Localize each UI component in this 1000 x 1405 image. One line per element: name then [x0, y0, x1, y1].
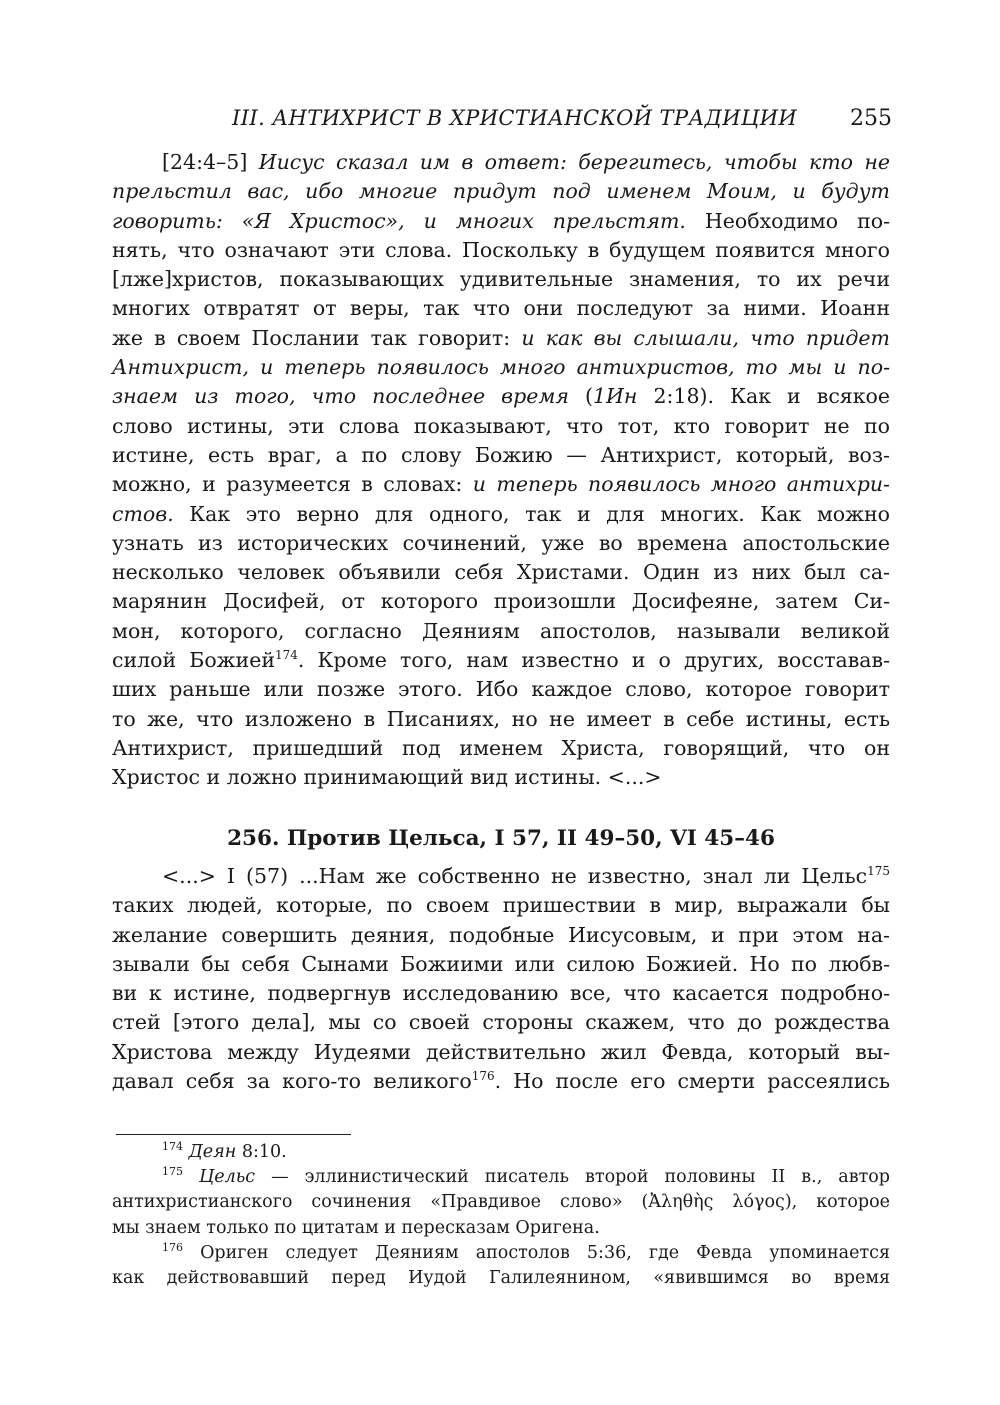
footnote-ref: 176: [162, 1240, 183, 1254]
italic-run: Цельс: [199, 1167, 256, 1188]
text-line: [112, 1038, 890, 1067]
text-run: Ориген следует Деяниям апостолов 5:36, где Февда упоминается: [183, 1242, 890, 1263]
text-line: [112, 763, 890, 792]
text-run: многих отвратят от веры, так что они последуют за ними. Иоанн: [112, 296, 890, 321]
italic-run: и теперь появилось много антихри-: [472, 472, 890, 497]
section-255-text: [112, 148, 890, 793]
text-run: нять, что означают эти слова. Поскольку в будущем появится много: [112, 237, 890, 262]
text-run: мон, которого, согласно Деяниям апостолов, называли великой: [112, 618, 890, 643]
text-run: слово истины, эти слова показывают, что тот, кто говорит не по: [112, 413, 890, 438]
text-line: [112, 529, 890, 558]
text-line: [112, 587, 890, 616]
text-run: 2:18). Как и всякое: [637, 384, 891, 409]
text-line: [112, 177, 890, 206]
text-run: <...> I (57) ...Нам же собственно не известно, знал ли Цельс: [162, 864, 868, 888]
italic-run: 1Ин: [593, 384, 638, 409]
text-line: [112, 441, 890, 470]
running-head-title: III. АНТИХРИСТ В ХРИСТИАНСКОЙ ТРАДИЦИИ: [232, 106, 798, 130]
text-line: [112, 558, 890, 587]
footnote-line: [112, 1216, 890, 1241]
section-256-heading: 256. Против Цельса, I 57, II 49–50, VI 45–46: [227, 826, 775, 851]
text-line: [112, 324, 890, 353]
text-run: ших раньше или позже этого. Ибо каждое слово, которое говорит: [112, 677, 890, 702]
text-run: зывали бы себя Сынами Божиими или силою Божией. Но по любв-: [112, 951, 890, 976]
text-run: — эллинистический писатель второй половины II в., автор: [255, 1167, 890, 1188]
text-line: [112, 412, 890, 441]
footnote-ref: 176: [471, 1069, 495, 1084]
text-line: [112, 1067, 890, 1096]
footnote-line: [112, 1266, 890, 1291]
text-run: несколько человек объявили себя Христами. Один из них был са-: [112, 560, 890, 585]
text-run: марянин Досифей, от которого произошли Досифеяне, затем Си-: [112, 589, 890, 614]
text-line: [112, 734, 890, 763]
text-line: [112, 617, 890, 646]
text-run: давал себя за кого-то великого: [112, 1069, 472, 1094]
footnote-ref: 174: [162, 1140, 183, 1153]
text-run: как действовавший перед Иудой Галилеянином, «явившимся во время: [112, 1267, 890, 1288]
footnote-line: [112, 1190, 890, 1215]
text-line: [112, 265, 890, 294]
text-line: [112, 979, 890, 1008]
text-run: стей [этого дела], мы со своей стороны скажем, что до рождества: [112, 1010, 890, 1035]
text-run: антихристианского сочинения «Правдивое слово» (Ἀληθὴς λόγος), которое: [112, 1192, 890, 1213]
text-line: [112, 921, 890, 950]
footnotes: [112, 1140, 890, 1291]
text-run: таких людей, которые, по своем пришествии в мир, выражали бы: [112, 893, 890, 918]
text-line: [112, 675, 890, 704]
text-run: то же, что изложено в Писаниях, но не имеет в себе истины, есть: [112, 706, 890, 731]
footnote-ref: 175: [867, 864, 890, 878]
italic-run: и как вы слышали, что придет: [521, 325, 890, 350]
text-run: желание совершить деяния, подобные Иисусовым, и при этом на-: [112, 922, 890, 947]
italic-run: Антихрист, и теперь появилось много антихристов, то мы и по-: [112, 355, 890, 380]
text-line: [112, 891, 890, 920]
text-line: [112, 382, 890, 411]
running-head: [0, 104, 1000, 138]
text-run: истине, есть враг, а по слову Божию — Антихрист, который, воз-: [112, 442, 890, 467]
footnote-ref: 175: [162, 1165, 183, 1179]
text-line: [112, 1008, 890, 1037]
footnote-line: [112, 1140, 890, 1165]
text-line: [112, 207, 890, 236]
page-number: 255: [850, 106, 892, 131]
text-line: [112, 500, 890, 529]
text-run: узнать из исторических сочинений, уже во времена апостольские: [112, 530, 890, 555]
text-run: [183, 1167, 199, 1187]
footnote-separator: [116, 1134, 351, 1135]
italic-run: стов.: [112, 501, 174, 526]
text-run: Христова между Иудеями действительно жил Февда, который вы-: [112, 1039, 890, 1064]
text-line: [112, 353, 890, 382]
footnote-line: [112, 1241, 890, 1266]
italic-run: знаем из того, что последнее время: [112, 384, 569, 409]
italic-run: Иисус сказал им в ответ: берегитесь, чтобы кто не: [258, 150, 890, 174]
text-run: . Кроме того, нам известно и о других, восставав-: [297, 648, 890, 673]
italic-run: Деян: [188, 1142, 237, 1162]
text-run: Антихрист, пришедший под именем Христа, говорящий, что он: [112, 735, 890, 760]
text-line: [112, 470, 890, 499]
section-256-text: [112, 862, 890, 1096]
text-run: мы знаем только по цитатам и пересказам Оригена.: [112, 1217, 600, 1238]
text-line: [112, 705, 890, 734]
text-line: [112, 646, 890, 675]
text-run: 8:10.: [236, 1142, 287, 1162]
text-run: силой Божией: [112, 648, 275, 673]
text-line: [112, 148, 890, 177]
text-run: Как это верно для одного, так и для многих. Как можно: [173, 501, 890, 526]
text-run: (: [568, 384, 594, 409]
text-line: [112, 236, 890, 265]
text-run: ви к истине, подвергнув исследованию все, что касается подробно-: [112, 981, 890, 1006]
footnote-line: [112, 1165, 890, 1190]
footnote-ref: 174: [275, 648, 298, 663]
text-run: же в своем Послании так говорит:: [112, 325, 522, 350]
text-line: [112, 862, 890, 891]
italic-run: говорить: «Я Христос», и многих прельстят.: [112, 208, 686, 233]
text-line: [112, 950, 890, 979]
text-run: можно, и разумеется в словах:: [112, 472, 473, 497]
text-line: [112, 294, 890, 323]
text-run: [лже]христов, показывающих удивительные знамения, то их речи: [112, 267, 890, 292]
text-run: . Но после его смерти рассеялись: [494, 1069, 890, 1094]
text-run: Необходимо по-: [685, 208, 891, 233]
text-run: Христос и ложно принимающий вид истины. <...>: [112, 765, 662, 790]
italic-run: прельстил вас, ибо многие придут под именем Моим, и будут: [112, 179, 890, 204]
text-run: [24:4–5]: [162, 150, 259, 174]
